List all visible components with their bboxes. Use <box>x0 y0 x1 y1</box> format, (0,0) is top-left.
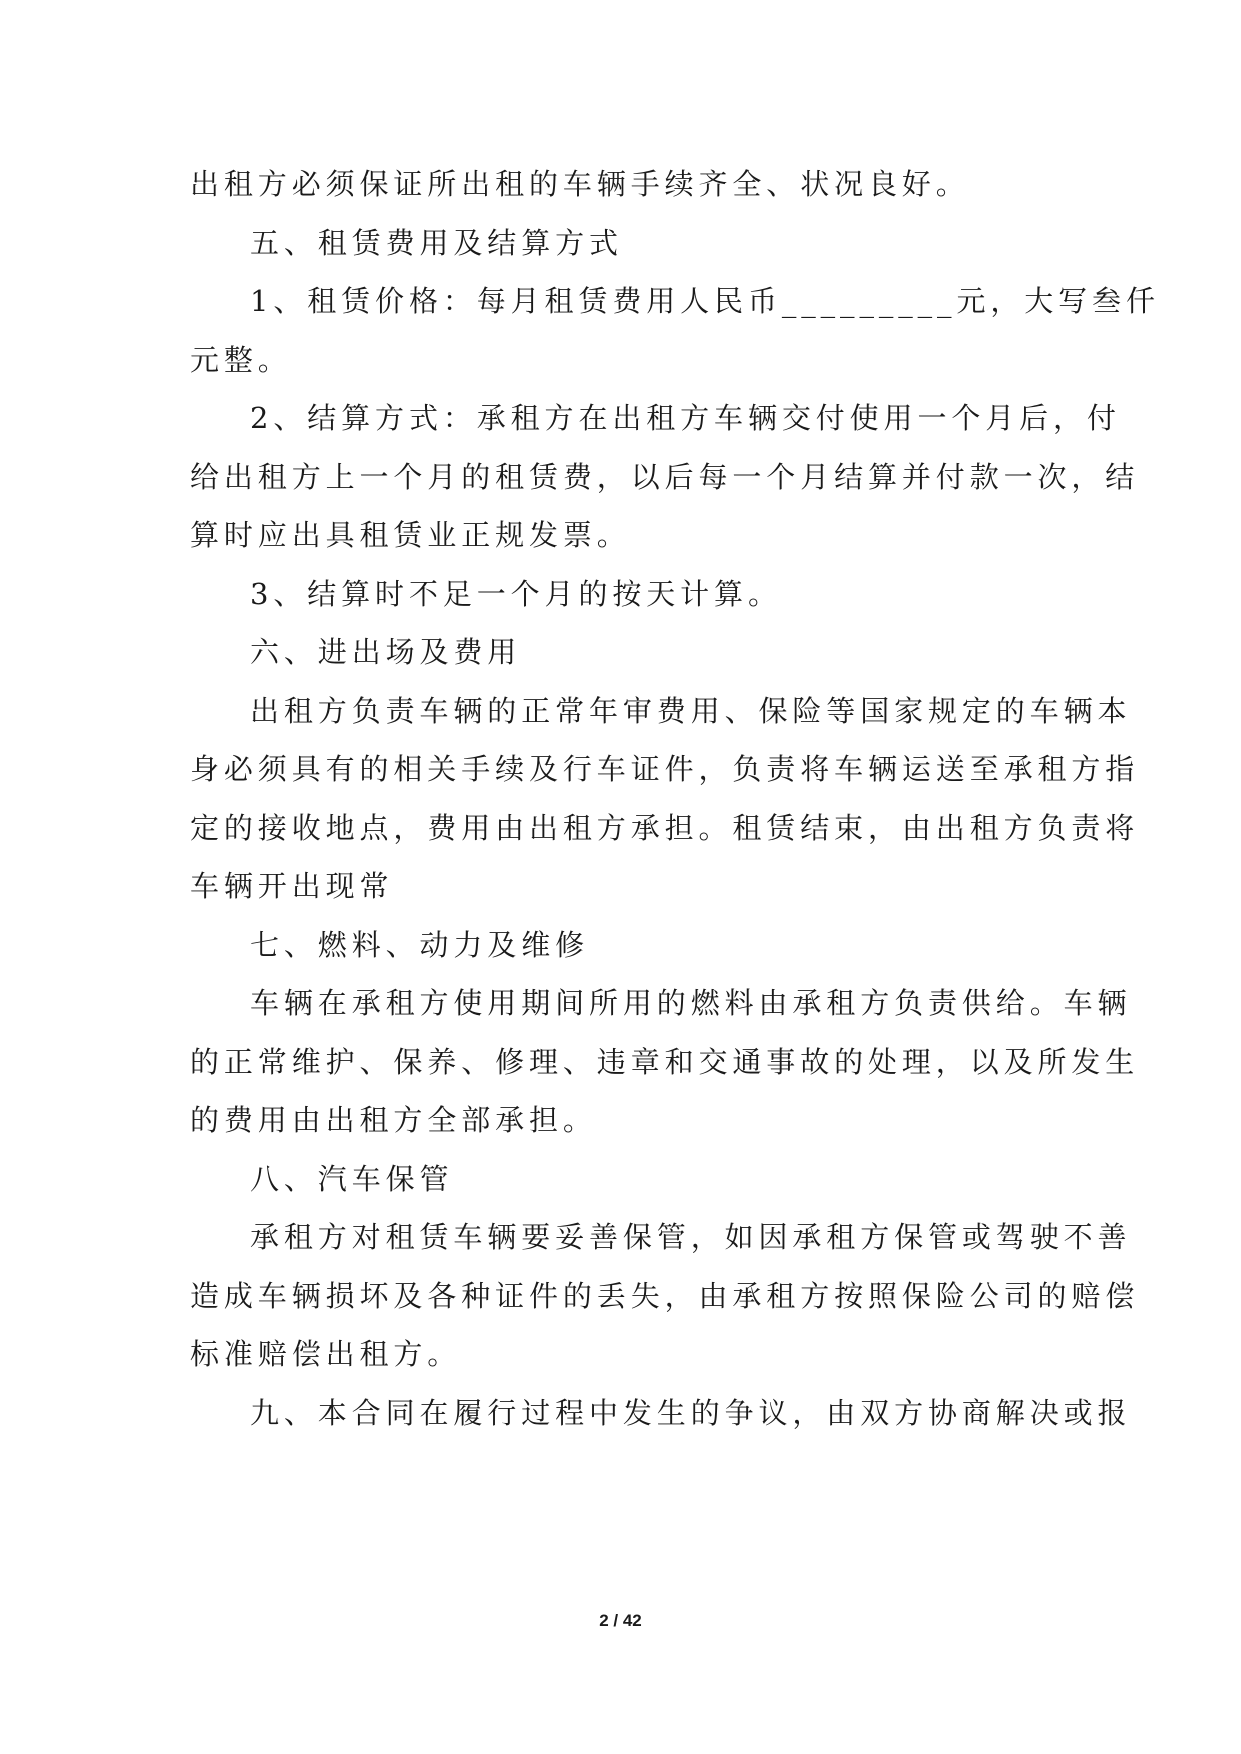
text-line: 身必须具有的相关手续及行车证件，负责将车辆运送至承租方指 <box>190 752 1140 786</box>
text-line: 3、结算时不足一个月的按天计算。 <box>250 576 782 611</box>
text-line: 定的接收地点，费用由出租方承担。租赁结束，由出租方负责将 <box>190 810 1140 845</box>
text-line: 八、汽车保管 <box>250 1161 454 1196</box>
text-line: 算时应出具租赁业正规发票。 <box>190 518 631 552</box>
text-line: 五、租赁费用及结算方式 <box>250 225 623 260</box>
text-line: 承租方对租赁车辆要妥善保管，如因承租方保管或驾驶不善 <box>250 1220 1132 1254</box>
text-line: 1、租赁价格：每月租赁费用人民币_________元，大写叁仟 <box>250 284 1160 318</box>
document-body <box>190 155 1160 1442</box>
text-line: 六、进出场及费用 <box>250 635 522 669</box>
text-line: 的正常维护、保养、修理、违章和交通事故的处理，以及所发生 <box>190 1044 1140 1079</box>
text-line: 元整。 <box>190 342 292 377</box>
page-number: 2 / 42 <box>599 1611 642 1630</box>
text-line: 2、结算方式：承租方在出租方车辆交付使用一个月后，付 <box>250 401 1121 435</box>
text-line: 标准赔偿出租方。 <box>190 1337 462 1371</box>
text-line: 七、燃料、动力及维修 <box>250 927 590 962</box>
text-line: 车辆开出现常 <box>190 869 394 903</box>
text-line: 的费用由出租方全部承担。 <box>190 1103 597 1137</box>
text-line: 车辆在承租方使用期间所用的燃料由承租方负责供给。车辆 <box>250 986 1132 1020</box>
text-line: 出租方负责车辆的正常年审费用、保险等国家规定的车辆本 <box>250 693 1132 728</box>
text-line: 造成车辆损坏及各种证件的丢失，由承租方按照保险公司的赔偿 <box>190 1278 1140 1313</box>
text-line: 出租方必须保证所出租的车辆手续齐全、状况良好。 <box>190 167 970 201</box>
text-line: 给出租方上一个月的租赁费，以后每一个月结算并付款一次，结 <box>190 459 1140 494</box>
text-line: 九、本合同在履行过程中发生的争议，由双方协商解决或报 <box>250 1395 1132 1430</box>
